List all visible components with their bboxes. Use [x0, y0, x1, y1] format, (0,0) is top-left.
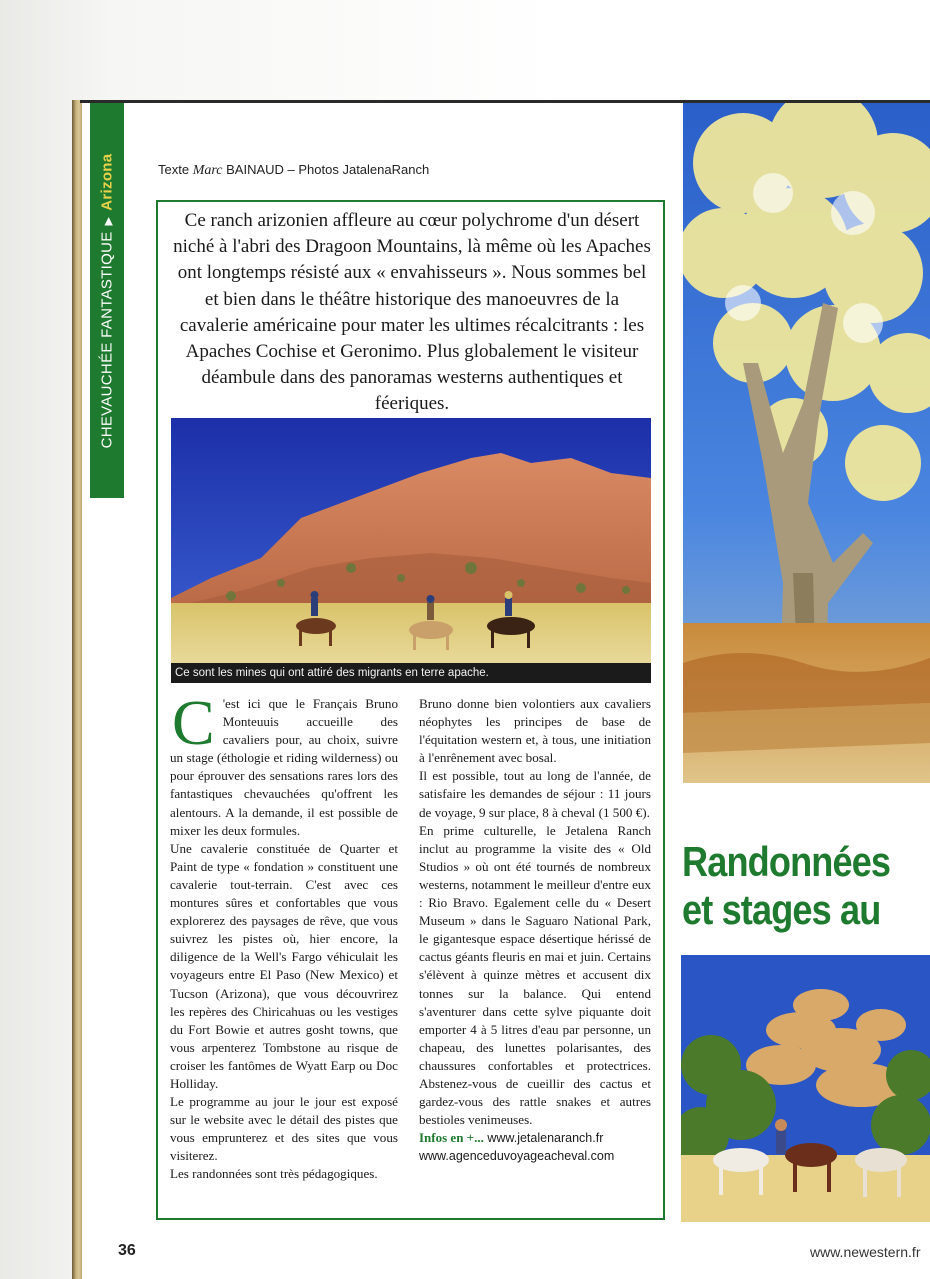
credits-prefix: Texte [158, 162, 190, 177]
section-region: Arizona [98, 153, 116, 211]
headline-line-1: Randonnées [682, 838, 891, 885]
body-column-left [170, 687, 398, 1184]
cottonwood-tree-photo [683, 103, 930, 783]
body-paragraph: Le programme au jour le jour est exposé sur le website avec le détail des pistes que vous emprunterez et des sites que vous visiterez. [170, 1094, 398, 1164]
article-intro: Ce ranch arizonien affleure au cœur polychrome d'un désert niché à l'abri des Dragoon Mountains, là même où les Apaches ont longtemps résisté aux « envahisseurs ». Nous sommes bel et bien dans le théâtre historique des manoeuvres de la cavalerie américaine pour mater les ultimes récalcitrants : les Apaches Cochise et Geronimo. Plus globalement le visiteur déambule dans des panoramas westerns authentiques et féeriques. [173, 210, 651, 415]
arrow-right-icon: ▶ [102, 216, 115, 225]
page-gutter [72, 100, 82, 1279]
drop-cap: C [172, 687, 215, 758]
body-paragraph-text: 'est ici que le Français Bruno Monteuuis accueille des cavaliers pour, au choix, suivre un stage (éthologie et riding wilderness) ou pour éprouver des sensations rares lors des fantastiques chevauchées qu'offrent les alentours. A la demande, il est possible de mixer les deux formules. [170, 696, 398, 838]
section-name: CHEVAUCHÉE FANTASTIQUE [98, 230, 116, 448]
infos-link-agency[interactable]: www.agenceduvoyageacheval.com [419, 1149, 615, 1164]
infos-label: Infos en +... [419, 1130, 484, 1146]
body-paragraph: Les randonnées sont très pédagogiques. [170, 1166, 378, 1182]
article-credits [158, 162, 429, 179]
body-column-right [419, 695, 651, 1165]
section-tab-label [90, 103, 124, 498]
body-paragraph: Bruno donne bien volontiers aux cavaliers néophytes les principes de base de l'équitation western et, à tous, une initiation à l'enrênement avec bosal. [419, 696, 651, 766]
desert-riders-photo [171, 418, 651, 663]
author-signature: Marc [192, 163, 223, 178]
headline-line-2: et stages au [682, 886, 881, 933]
body-paragraph: Une cavalerie constituée de Quarter et Paint de type « fondation » constituent une cavalerie tout-terrain. C'est avec ces montures sûres et confortables que vous explorerez des paysages de rêve, que vous suivrez les pistes où, hier encore, la diligence de la Well's Fargo véhiculait les voyageurs entre El Paso (New Mexico) et Tucson (Arizona), que vous découvrirez les repères des Chiricahuas ou les vestiges du Fort Bowie et autres gosht towns, que vous arpenterez Tombstone au risque de croiser les fantômes de Wyatt Earp ou Doc Holliday. [170, 840, 398, 1091]
footer-website[interactable]: www.newestern.fr [810, 1244, 921, 1260]
body-paragraph [170, 687, 398, 840]
headline [682, 838, 890, 934]
body-paragraph: Il est possible, tout au long de l'année, de satisfaire les demandes de séjour : 11 jours de voyage, 9 sur place, 8 à cheval (1 500 €). [419, 768, 651, 820]
infos-link-ranch[interactable]: www.jetalenaranch.fr [487, 1131, 604, 1146]
body-paragraph: En prime culturelle, le Jetalena Ranch inclut au programme la visite des « Old Studios » où ont été tournés de nombreux westerns, notamment le meilleur d'entre eux : Rio Bravo. Egalement celle du « Desert Museum » dans le Saguaro National Park, le gigantesque espace désertique hérissé de cactus géants fleuris en mai et juin. Certains s'élèvent à quinze mètres et accusent dix tonnes sur la balance. Qui entend s'aventurer dans cette sylve piquante doit emporter 4 à 5 litres d'eau par personne, un chapeau, des lunettes polarisantes, des chaussures confortables et protectrices. Abstenez-vous de cueillir des cactus et gardez-vous des rattle snakes et autres bestioles venimeuses. [419, 822, 651, 1128]
page-number: 36 [118, 1242, 136, 1259]
credits-rest: BAINAUD – Photos JatalenaRanch [226, 162, 430, 177]
rocks-horses-photo [681, 955, 930, 1222]
photo-caption: Ce sont les mines qui ont attiré des migrants en terre apache. [171, 663, 651, 683]
infos-block [419, 1129, 651, 1165]
